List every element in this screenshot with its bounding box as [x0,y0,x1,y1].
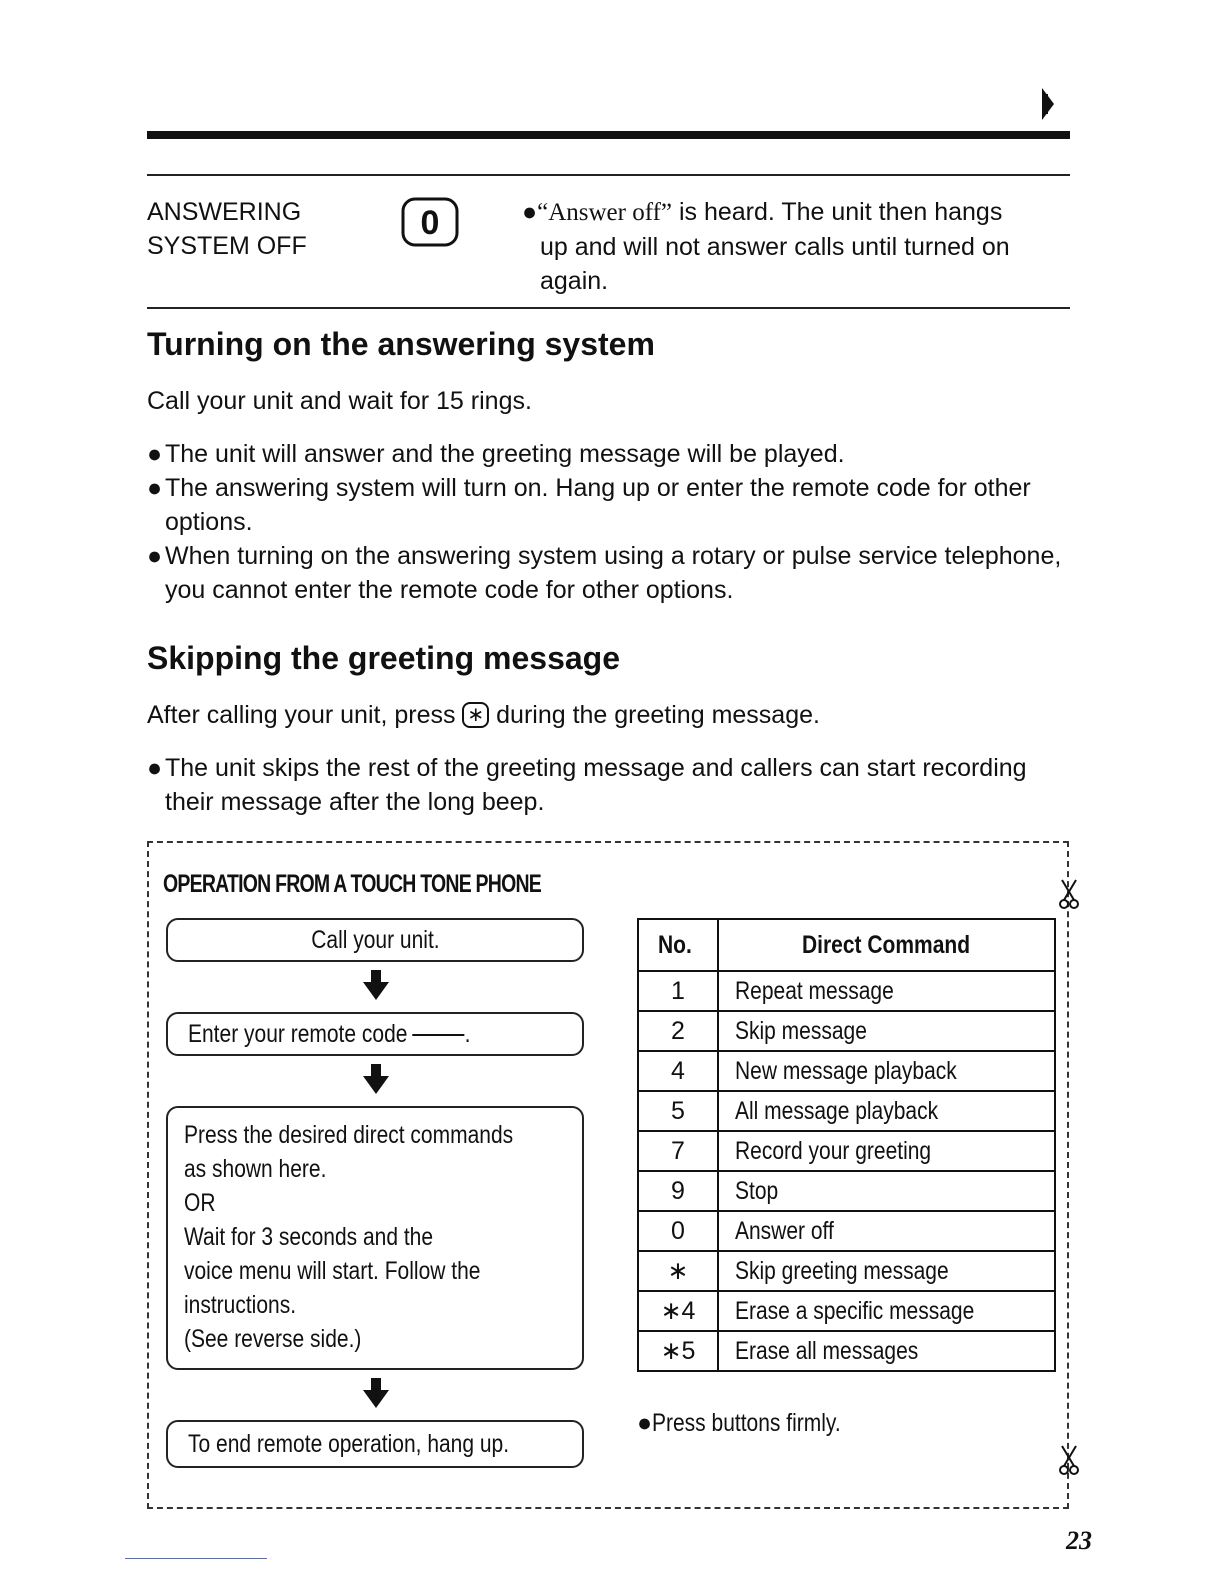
table-row: ∗5 Erase all messages [638,1331,1055,1371]
table-row: 1 Repeat message [638,971,1055,1011]
step-enter-remote-code: Enter your remote code . [166,1012,584,1056]
column-header-no: No. [638,919,718,971]
list-item: ● When turning on the answering system using a rotary or pulse service telephone, you cannot enter the remote code for other options. [147,542,1062,604]
turning-on-heading: Turning on the answering system [147,326,655,362]
scan-edge-line [125,1558,267,1559]
list-item: ● The unit will answer and the greeting message will be played. [147,440,845,468]
page-number: 23 [1066,1526,1092,1555]
table-row: ∗4 Erase a specific message [638,1291,1055,1331]
code-blank [412,1034,464,1036]
direct-command-table [637,918,1056,1372]
answering-off-description: ●“Answer off” is heard. The unit then hangs up and will not answer calls until turned on again. [522,198,1010,295]
table-row: 0 Answer off [638,1211,1055,1251]
press-firmly-note: ●Press buttons firmly. [637,1409,841,1437]
continue-arrow-icon [1038,88,1058,120]
table-bottom-rule [147,307,1070,309]
skipping-bullets [147,751,1072,819]
header-rule [147,131,1070,139]
table-row: 7 Record your greeting [638,1131,1055,1171]
list-item: ● The answering system will turn on. Hang up or enter the remote code for other options. [147,474,1031,536]
answering-system-off-label: ANSWERING SYSTEM OFF [147,198,307,260]
table-top-rule [147,174,1070,176]
turning-on-bullets [147,437,1072,607]
table-row: 4 New message playback [638,1051,1055,1091]
table-row: 5 All message playback [638,1091,1055,1131]
column-header-direct-command: Direct Command [718,919,1055,971]
svg-text:0: 0 [420,204,440,242]
skipping-heading: Skipping the greeting message [147,640,620,676]
down-arrow-icon [363,1378,389,1408]
table-row: ∗ Skip greeting message [638,1251,1055,1291]
skipping-intro: After calling your unit, press ∗ during the greeting message. [147,701,820,729]
down-arrow-icon [363,970,389,1000]
list-item: ● The unit skips the rest of the greeting message and callers can start recording their message after the long beep. [147,754,1027,816]
scissors-icon [1058,878,1080,910]
step-call-your-unit: Call your unit. [166,918,584,962]
table-row: 2 Skip message [638,1011,1055,1051]
operation-title: OPERATION FROM A TOUCH TONE PHONE [163,870,542,898]
star-key-icon: ∗ [462,702,489,728]
down-arrow-icon [363,1064,389,1094]
step-press-commands: Press the desired direct commands as shown here. OR Wait for 3 seconds and the voice menu will start. Follow the instructions. (See reverse side.) [166,1106,584,1370]
turning-on-intro: Call your unit and wait for 15 rings. [147,387,532,415]
step-hang-up: To end remote operation, hang up. [166,1420,584,1468]
table-row: 9 Stop [638,1171,1055,1211]
table-header-row [638,919,1055,971]
zero-key-icon [400,196,460,248]
scissors-icon [1058,1444,1080,1476]
